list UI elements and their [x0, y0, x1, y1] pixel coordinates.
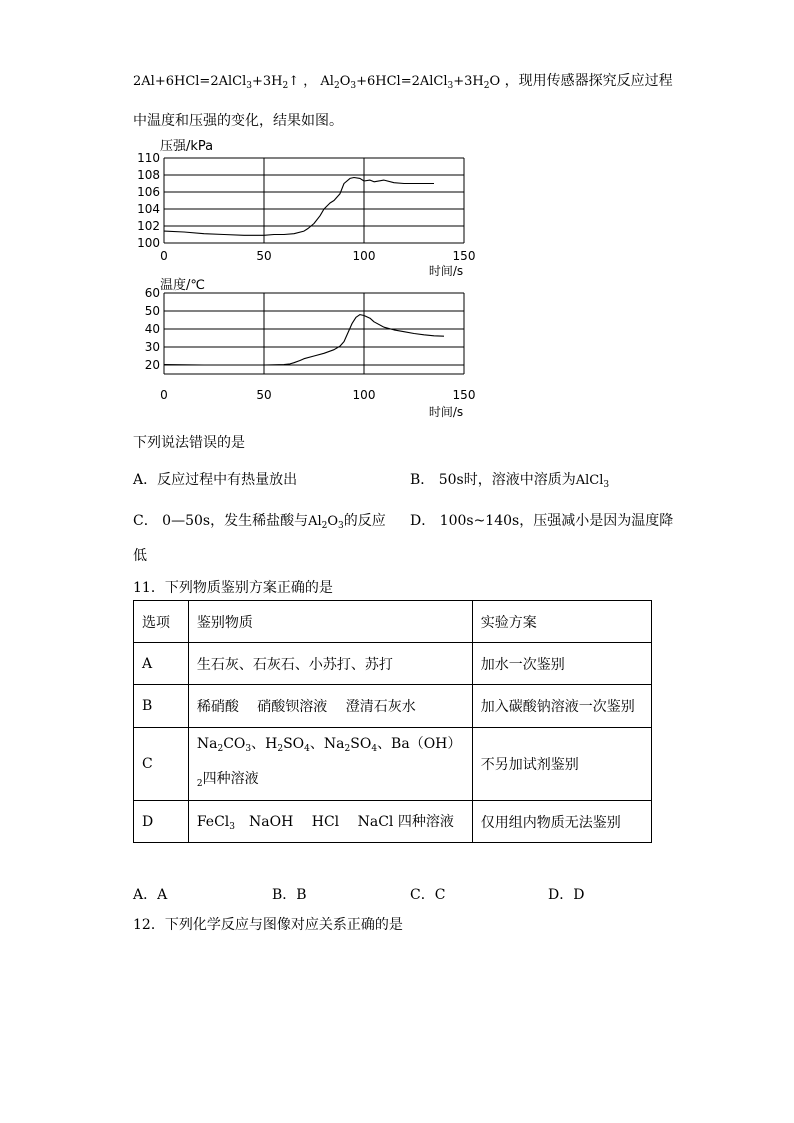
formula-tail: NaOH HCl NaCl 四种溶液 — [235, 814, 454, 830]
eq2-sub: 2 — [483, 81, 490, 91]
y-tick-label: 30 — [144, 340, 160, 354]
q10-stem: 下列说法错误的是 — [133, 435, 245, 451]
formula-sub: 4 — [304, 744, 310, 754]
eq1-sub: 3 — [246, 81, 252, 91]
temperature-chart-svg — [128, 276, 488, 422]
q10-option-d[interactable]: D． 100s~140s，压强减小是因为温度降 — [410, 513, 674, 529]
table-row — [134, 801, 652, 843]
formula: CO — [223, 736, 246, 752]
table-row — [134, 685, 652, 728]
q11-answer-b[interactable]: B．B — [272, 887, 307, 903]
q10-option-b[interactable] — [410, 469, 609, 490]
y-tick-label: 100 — [137, 236, 160, 250]
row-substances: 生石灰、石灰石、小苏打、苏打 — [188, 643, 472, 685]
header-method: 实验方案 — [472, 601, 651, 643]
option-b-sub: 3 — [603, 480, 610, 490]
formula-sub: 2 — [344, 744, 351, 754]
formula: 、Na — [309, 736, 345, 752]
eq1-part: +3H — [251, 74, 283, 89]
intro-equations — [133, 70, 673, 91]
header-substances: 鉴别物质 — [188, 601, 472, 643]
x-axis-title: 时间/s — [428, 264, 464, 276]
separator: ， — [299, 74, 317, 89]
x-tick-label: 150 — [452, 249, 476, 263]
y-tick-label: 40 — [144, 322, 160, 336]
intro-tail: ，现用传感器探究反应过程 — [500, 73, 673, 89]
row-method: 仅用组内物质无法鉴别 — [472, 801, 651, 843]
y-tick-label: 50 — [144, 304, 160, 318]
option-c-formula: Al — [308, 514, 322, 529]
eq2-sub: 3 — [350, 81, 357, 91]
formula: SO — [350, 736, 372, 752]
x-axis-title: 时间/s — [428, 405, 464, 419]
formula-sub: 2 — [196, 779, 203, 789]
row-substances — [188, 728, 472, 801]
eq1-part: 2Al+6HCl=2AlCl — [133, 74, 247, 89]
eq2-part: Al — [320, 74, 334, 89]
option-c-formula: O — [327, 514, 339, 529]
x-tick-label: 50 — [256, 388, 272, 402]
gas-arrow: ↑ — [288, 74, 300, 89]
row-method: 加水一次鉴别 — [472, 643, 651, 685]
q10-option-c[interactable] — [133, 510, 386, 531]
y-tick-label: 104 — [137, 202, 160, 216]
table-row — [134, 643, 652, 685]
q12-title: 12．下列化学反应与图像对应关系正确的是 — [133, 917, 403, 933]
y-tick-label: 60 — [144, 286, 160, 300]
row-method: 不另加试剂鉴别 — [472, 728, 651, 801]
option-c-sub: 2 — [321, 521, 328, 531]
eq2-part: O — [489, 74, 501, 89]
option-c-tail: 的反应 — [343, 513, 386, 529]
option-b-text: B． 50s时，溶液中溶质为 — [410, 472, 576, 488]
x-tick-label: 50 — [256, 249, 272, 263]
y-tick-label: 106 — [137, 185, 160, 199]
option-c-text: C． 0—50s，发生稀盐酸与 — [133, 513, 309, 529]
x-tick-label: 100 — [352, 249, 376, 263]
intro-line-2: 中温度和压强的变化，结果如图。 — [133, 113, 343, 129]
row-substances — [188, 801, 472, 843]
eq2-part: O — [339, 74, 351, 89]
q11-answer-a[interactable]: A．A — [133, 887, 168, 903]
formula-sub: 4 — [371, 744, 378, 754]
formula: Na — [196, 736, 218, 752]
y-tick-label: 110 — [137, 151, 160, 165]
row-substances: 稀硝酸 硝酸钡溶液 澄清石灰水 — [188, 685, 472, 728]
q11-title: 11．下列物质鉴别方案正确的是 — [133, 580, 333, 596]
x-tick-label: 0 — [160, 388, 168, 402]
q10-option-a[interactable]: A．反应过程中有热量放出 — [133, 472, 298, 488]
table-row — [134, 728, 652, 801]
eq1-sub: 2 — [282, 81, 289, 91]
formula-sub: 3 — [245, 744, 252, 754]
row-method: 加入碳酸钠溶液一次鉴别 — [472, 685, 651, 728]
x-tick-label: 150 — [452, 388, 476, 402]
q11-answer-d[interactable]: D．D — [548, 887, 585, 903]
formula-sub: 3 — [229, 822, 236, 832]
y-tick-label: 20 — [144, 358, 160, 372]
pressure-chart-svg — [128, 134, 488, 276]
y-tick-label: 108 — [137, 168, 160, 182]
chart-title: 压强/kPa — [160, 139, 214, 154]
formula-tail: 四种溶液 — [202, 771, 259, 787]
formula-sub: 2 — [217, 744, 224, 754]
pressure-chart — [128, 134, 488, 276]
formula: 、H — [251, 736, 278, 752]
row-option: B — [134, 685, 189, 728]
x-tick-label: 0 — [160, 249, 168, 263]
eq2-part: +3H — [453, 74, 484, 89]
q11-table — [133, 600, 652, 843]
formula-sub: 2 — [277, 744, 284, 754]
series-line — [164, 178, 434, 236]
row-option: A — [134, 643, 189, 685]
eq2-sub: 2 — [333, 81, 340, 91]
temperature-chart — [128, 276, 488, 422]
header-option: 选项 — [134, 601, 189, 643]
option-b-formula: AlCl — [575, 473, 604, 488]
chart-title: 温度/℃ — [160, 278, 205, 293]
formula: 、Ba（OH） — [377, 736, 462, 752]
eq2-sub: 3 — [447, 81, 454, 91]
eq2-part: +6HCl=2AlCl — [356, 74, 448, 89]
series-line — [164, 315, 444, 365]
x-tick-label: 100 — [352, 388, 376, 402]
formula: FeCl — [196, 814, 230, 830]
row-option: D — [134, 801, 189, 843]
option-c-sub: 3 — [338, 521, 344, 531]
formula: SO — [283, 736, 305, 752]
table-header-row — [134, 601, 652, 643]
row-option: C — [134, 728, 189, 801]
q11-answer-c[interactable]: C．C — [410, 887, 446, 903]
y-tick-label: 102 — [137, 219, 160, 233]
q10-option-d-continued: 低 — [133, 548, 147, 564]
